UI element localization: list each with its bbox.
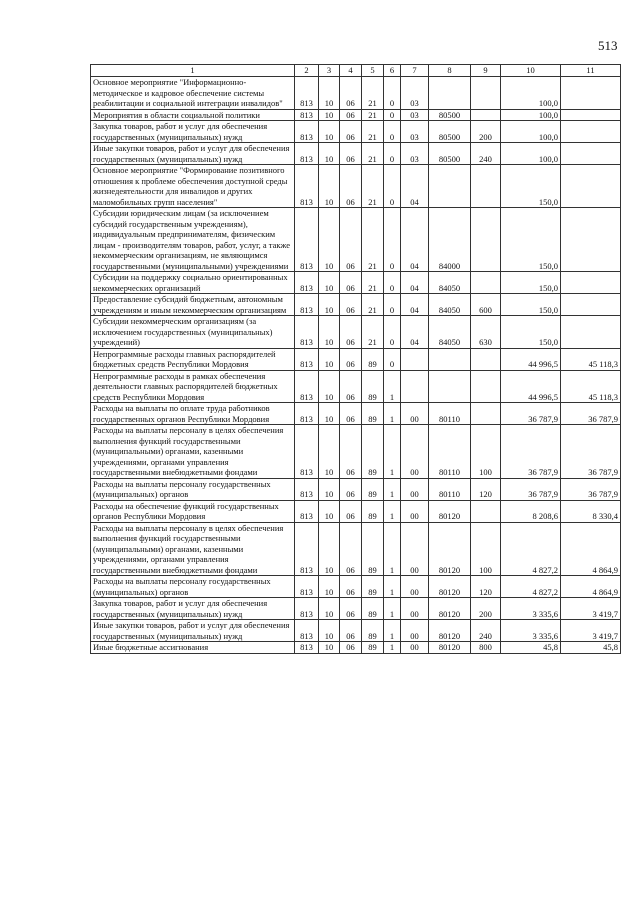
table-row	[91, 143, 621, 165]
row-name: Субсидии юридическим лицам (за исключением субсидий государственным учреждениям), индивидуальным предпринимателям, физическим лицам - производителям товаров, работ, услуг, а также некоммерческим организациям, не являющимся государственными (муниципальными) учреждениями	[91, 208, 295, 272]
amount-year-2	[561, 143, 621, 165]
row-name: Иные закупки товаров, работ и услуг для обеспечения государственных (муниципальных) нужд	[91, 620, 295, 642]
subsection-code: 06	[340, 642, 362, 654]
expense-type-code	[471, 109, 501, 121]
table-row	[91, 316, 621, 349]
subsection-code: 06	[340, 403, 362, 425]
section-code: 10	[319, 165, 340, 208]
target-article-code: 80120	[429, 642, 471, 654]
admin-code: 813	[295, 576, 319, 598]
subsection-code: 06	[340, 478, 362, 500]
subsection-code: 06	[340, 598, 362, 620]
table-row	[91, 403, 621, 425]
subprogram-code: 0	[384, 208, 401, 272]
amount-year-2: 4 864,9	[561, 522, 621, 576]
section-code: 10	[319, 348, 340, 370]
table-row	[91, 500, 621, 522]
admin-code: 813	[295, 208, 319, 272]
row-name: Субсидии на поддержку социально ориентированных некоммерческих организаций	[91, 272, 295, 294]
table-row	[91, 109, 621, 121]
amount-year-1: 150,0	[501, 294, 561, 316]
section-code: 10	[319, 272, 340, 294]
subprogram-code: 0	[384, 109, 401, 121]
admin-code: 813	[295, 272, 319, 294]
subsection-code: 06	[340, 272, 362, 294]
expense-type-code: 240	[471, 143, 501, 165]
subprogram-code: 1	[384, 598, 401, 620]
program-code: 89	[362, 500, 384, 522]
program-code: 21	[362, 77, 384, 110]
row-name: Субсидии некоммерческим организациям (за исключением государственных (муниципальных) учреждений)	[91, 316, 295, 349]
expense-type-code	[471, 208, 501, 272]
amount-year-2	[561, 208, 621, 272]
section-code: 10	[319, 370, 340, 403]
section-code: 10	[319, 478, 340, 500]
row-name: Расходы на выплаты персоналу государственных (муниципальных) органов	[91, 576, 295, 598]
amount-year-2: 45 118,3	[561, 348, 621, 370]
expense-type-code: 120	[471, 576, 501, 598]
expense-type-code: 240	[471, 620, 501, 642]
target-article-code: 84000	[429, 208, 471, 272]
subsection-code: 06	[340, 77, 362, 110]
event-code: 00	[401, 425, 429, 479]
target-article-code: 80500	[429, 121, 471, 143]
expense-type-code	[471, 348, 501, 370]
admin-code: 813	[295, 165, 319, 208]
target-article-code: 80110	[429, 478, 471, 500]
amount-year-2	[561, 121, 621, 143]
section-code: 10	[319, 294, 340, 316]
amount-year-1: 36 787,9	[501, 478, 561, 500]
target-article-code	[429, 348, 471, 370]
section-code: 10	[319, 598, 340, 620]
table-row	[91, 121, 621, 143]
event-code: 03	[401, 143, 429, 165]
row-name: Расходы на выплаты персоналу в целях обеспечения выполнения функций государственными (муниципальными) органами, казенными учреждениями, органами управления государственными внебюджетными фондами	[91, 425, 295, 479]
row-name: Расходы на выплаты персоналу государственных (муниципальных) органов	[91, 478, 295, 500]
amount-year-2: 36 787,9	[561, 478, 621, 500]
expense-type-code	[471, 370, 501, 403]
row-name: Предоставление субсидий бюджетным, автономным учреждениям и иным некоммерческим организациям	[91, 294, 295, 316]
event-code: 03	[401, 77, 429, 110]
amount-year-1: 100,0	[501, 77, 561, 110]
event-code: 00	[401, 620, 429, 642]
program-code: 89	[362, 425, 384, 479]
admin-code: 813	[295, 642, 319, 654]
column-header: 2	[295, 65, 319, 77]
section-code: 10	[319, 403, 340, 425]
table-row	[91, 576, 621, 598]
target-article-code: 80120	[429, 576, 471, 598]
row-name: Основное мероприятие "Информационно-методическое и кадровое обеспечение системы реабилитации и социальной интеграции инвалидов"	[91, 77, 295, 110]
page-number: 513	[598, 38, 618, 53]
event-code: 04	[401, 165, 429, 208]
amount-year-2	[561, 294, 621, 316]
amount-year-2	[561, 77, 621, 110]
expense-type-code	[471, 403, 501, 425]
expense-type-code	[471, 77, 501, 110]
subprogram-code: 0	[384, 165, 401, 208]
row-name: Иные бюджетные ассигнования	[91, 642, 295, 654]
amount-year-1: 100,0	[501, 143, 561, 165]
section-code: 10	[319, 208, 340, 272]
column-header: 1	[91, 65, 295, 77]
row-name: Расходы на выплаты персоналу в целях обеспечения выполнения функций государственными (муниципальными) органами, казенными учреждениями, органами управления государственными внебюджетными фондами	[91, 522, 295, 576]
row-name: Закупка товаров, работ и услуг для обеспечения государственных (муниципальных) нужд	[91, 598, 295, 620]
subprogram-code: 0	[384, 121, 401, 143]
section-code: 10	[319, 522, 340, 576]
program-code: 21	[362, 272, 384, 294]
column-header: 8	[429, 65, 471, 77]
table-row	[91, 77, 621, 110]
amount-year-1: 3 335,6	[501, 620, 561, 642]
expense-type-code: 120	[471, 478, 501, 500]
amount-year-1: 100,0	[501, 121, 561, 143]
subprogram-code: 1	[384, 478, 401, 500]
event-code: 04	[401, 294, 429, 316]
target-article-code: 80120	[429, 598, 471, 620]
amount-year-2: 3 419,7	[561, 598, 621, 620]
program-code: 21	[362, 121, 384, 143]
program-code: 21	[362, 208, 384, 272]
amount-year-1: 3 335,6	[501, 598, 561, 620]
amount-year-2	[561, 165, 621, 208]
section-code: 10	[319, 642, 340, 654]
subprogram-code: 1	[384, 642, 401, 654]
section-code: 10	[319, 316, 340, 349]
column-header: 6	[384, 65, 401, 77]
subprogram-code: 1	[384, 522, 401, 576]
subprogram-code: 1	[384, 620, 401, 642]
table-row	[91, 478, 621, 500]
program-code: 21	[362, 143, 384, 165]
subsection-code: 06	[340, 576, 362, 598]
amount-year-2	[561, 272, 621, 294]
expense-type-code: 100	[471, 522, 501, 576]
target-article-code: 80500	[429, 109, 471, 121]
target-article-code: 84050	[429, 272, 471, 294]
admin-code: 813	[295, 143, 319, 165]
program-code: 21	[362, 109, 384, 121]
amount-year-1: 36 787,9	[501, 403, 561, 425]
amount-year-2: 8 330,4	[561, 500, 621, 522]
admin-code: 813	[295, 500, 319, 522]
table-row	[91, 642, 621, 654]
program-code: 89	[362, 522, 384, 576]
event-code	[401, 348, 429, 370]
column-header: 7	[401, 65, 429, 77]
table-row	[91, 272, 621, 294]
target-article-code: 84050	[429, 316, 471, 349]
budget-table	[90, 64, 621, 654]
program-code: 89	[362, 576, 384, 598]
amount-year-1: 45,8	[501, 642, 561, 654]
subsection-code: 06	[340, 370, 362, 403]
column-header: 10	[501, 65, 561, 77]
event-code: 00	[401, 478, 429, 500]
event-code: 00	[401, 598, 429, 620]
subprogram-code: 0	[384, 316, 401, 349]
subsection-code: 06	[340, 348, 362, 370]
row-name: Непрограммные расходы в рамках обеспечения деятельности главных распорядителей бюджетных средств Республики Мордовия	[91, 370, 295, 403]
column-header: 3	[319, 65, 340, 77]
subprogram-code: 1	[384, 425, 401, 479]
amount-year-2: 45,8	[561, 642, 621, 654]
subprogram-code: 1	[384, 576, 401, 598]
table-header-row	[91, 65, 621, 77]
expense-type-code: 200	[471, 121, 501, 143]
target-article-code	[429, 77, 471, 110]
subprogram-code: 0	[384, 348, 401, 370]
subsection-code: 06	[340, 500, 362, 522]
target-article-code: 84050	[429, 294, 471, 316]
amount-year-1: 4 827,2	[501, 522, 561, 576]
target-article-code: 80120	[429, 522, 471, 576]
subprogram-code: 1	[384, 500, 401, 522]
row-name: Иные закупки товаров, работ и услуг для обеспечения государственных (муниципальных) нужд	[91, 143, 295, 165]
amount-year-1: 150,0	[501, 165, 561, 208]
amount-year-1: 8 208,6	[501, 500, 561, 522]
amount-year-1: 44 996,5	[501, 370, 561, 403]
expense-type-code: 600	[471, 294, 501, 316]
program-code: 89	[362, 403, 384, 425]
subprogram-code: 0	[384, 272, 401, 294]
table-row	[91, 620, 621, 642]
subprogram-code: 0	[384, 77, 401, 110]
table-row	[91, 522, 621, 576]
program-code: 89	[362, 642, 384, 654]
column-header: 5	[362, 65, 384, 77]
expense-type-code: 200	[471, 598, 501, 620]
subsection-code: 06	[340, 316, 362, 349]
amount-year-2: 3 419,7	[561, 620, 621, 642]
event-code: 03	[401, 121, 429, 143]
subsection-code: 06	[340, 522, 362, 576]
admin-code: 813	[295, 109, 319, 121]
event-code: 00	[401, 576, 429, 598]
subsection-code: 06	[340, 620, 362, 642]
section-code: 10	[319, 500, 340, 522]
section-code: 10	[319, 121, 340, 143]
row-name: Мероприятия в области социальной политики	[91, 109, 295, 121]
subprogram-code: 0	[384, 294, 401, 316]
subsection-code: 06	[340, 143, 362, 165]
program-code: 89	[362, 370, 384, 403]
subsection-code: 06	[340, 294, 362, 316]
table-row	[91, 370, 621, 403]
target-article-code: 80110	[429, 403, 471, 425]
section-code: 10	[319, 620, 340, 642]
event-code: 00	[401, 642, 429, 654]
section-code: 10	[319, 143, 340, 165]
admin-code: 813	[295, 121, 319, 143]
expense-type-code	[471, 165, 501, 208]
amount-year-1: 100,0	[501, 109, 561, 121]
event-code: 03	[401, 109, 429, 121]
row-name: Непрограммные расходы главных распорядителей бюджетных средств Республики Мордовия	[91, 348, 295, 370]
section-code: 10	[319, 425, 340, 479]
target-article-code: 80120	[429, 500, 471, 522]
table-row	[91, 165, 621, 208]
program-code: 21	[362, 294, 384, 316]
admin-code: 813	[295, 403, 319, 425]
expense-type-code: 630	[471, 316, 501, 349]
section-code: 10	[319, 576, 340, 598]
admin-code: 813	[295, 316, 319, 349]
row-name: Основное мероприятие "Формирование позитивного отношения к проблеме обеспечения доступной среды жизнедеятельности для инвалидов и других маломобильных групп населения"	[91, 165, 295, 208]
target-article-code: 80110	[429, 425, 471, 479]
admin-code: 813	[295, 348, 319, 370]
admin-code: 813	[295, 598, 319, 620]
admin-code: 813	[295, 370, 319, 403]
subsection-code: 06	[340, 208, 362, 272]
program-code: 89	[362, 598, 384, 620]
admin-code: 813	[295, 425, 319, 479]
target-article-code: 80120	[429, 620, 471, 642]
amount-year-2	[561, 316, 621, 349]
expense-type-code	[471, 272, 501, 294]
subsection-code: 06	[340, 165, 362, 208]
subprogram-code: 1	[384, 370, 401, 403]
event-code: 04	[401, 208, 429, 272]
amount-year-2: 36 787,9	[561, 403, 621, 425]
subsection-code: 06	[340, 109, 362, 121]
table-row	[91, 425, 621, 479]
target-article-code: 80500	[429, 143, 471, 165]
admin-code: 813	[295, 294, 319, 316]
subsection-code: 06	[340, 425, 362, 479]
program-code: 21	[362, 165, 384, 208]
expense-type-code	[471, 500, 501, 522]
event-code: 04	[401, 316, 429, 349]
admin-code: 813	[295, 478, 319, 500]
admin-code: 813	[295, 620, 319, 642]
event-code	[401, 370, 429, 403]
event-code: 00	[401, 522, 429, 576]
amount-year-2: 45 118,3	[561, 370, 621, 403]
program-code: 89	[362, 478, 384, 500]
table-row	[91, 598, 621, 620]
admin-code: 813	[295, 77, 319, 110]
row-name: Закупка товаров, работ и услуг для обеспечения государственных (муниципальных) нужд	[91, 121, 295, 143]
column-header: 9	[471, 65, 501, 77]
event-code: 00	[401, 500, 429, 522]
column-header: 11	[561, 65, 621, 77]
admin-code: 813	[295, 522, 319, 576]
amount-year-1: 150,0	[501, 316, 561, 349]
program-code: 89	[362, 620, 384, 642]
amount-year-1: 4 827,2	[501, 576, 561, 598]
amount-year-2: 36 787,9	[561, 425, 621, 479]
target-article-code	[429, 370, 471, 403]
target-article-code	[429, 165, 471, 208]
section-code: 10	[319, 109, 340, 121]
program-code: 89	[362, 348, 384, 370]
subprogram-code: 0	[384, 143, 401, 165]
row-name: Расходы на выплаты по оплате труда работников государственных органов Республики Мордовия	[91, 403, 295, 425]
amount-year-2	[561, 109, 621, 121]
expense-type-code: 800	[471, 642, 501, 654]
amount-year-1: 150,0	[501, 208, 561, 272]
amount-year-1: 44 996,5	[501, 348, 561, 370]
expense-type-code: 100	[471, 425, 501, 479]
subsection-code: 06	[340, 121, 362, 143]
table-row	[91, 208, 621, 272]
column-header: 4	[340, 65, 362, 77]
program-code: 21	[362, 316, 384, 349]
event-code: 04	[401, 272, 429, 294]
subprogram-code: 1	[384, 403, 401, 425]
event-code: 00	[401, 403, 429, 425]
table-row	[91, 348, 621, 370]
amount-year-1: 36 787,9	[501, 425, 561, 479]
amount-year-1: 150,0	[501, 272, 561, 294]
row-name: Расходы на обеспечение функций государственных органов Республики Мордовия	[91, 500, 295, 522]
amount-year-2: 4 864,9	[561, 576, 621, 598]
section-code: 10	[319, 77, 340, 110]
table-row	[91, 294, 621, 316]
